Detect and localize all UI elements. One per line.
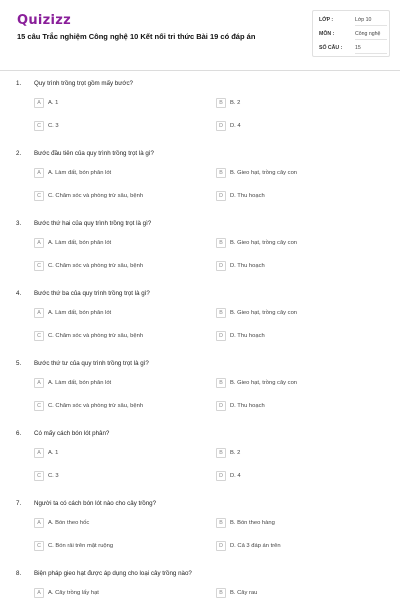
answer-option-c[interactable] [34, 471, 204, 483]
question-text: Biện pháp gieo hạt được áp dụng cho loại cây trồng nào? [34, 570, 192, 577]
option-text: B. Bón theo hàng [230, 519, 275, 526]
option-text: C. Chăm sóc và phòng trừ sâu, bệnh [48, 332, 144, 339]
option-text: B. Gieo hạt, trồng cây con [230, 169, 298, 176]
option-text: C. Chăm sóc và phòng trừ sâu, bệnh [48, 192, 144, 199]
option-text: A. 1 [48, 99, 59, 106]
meta-value-class: Lớp 10 [355, 17, 372, 23]
option-letter-box[interactable]: A [34, 518, 44, 528]
option-letter-box[interactable]: A [34, 448, 44, 458]
option-letter-box[interactable]: A [34, 238, 44, 248]
question-text: Bước đầu tiên của quy trình trồng trọt là gì? [34, 150, 154, 157]
option-letter-box[interactable]: B [216, 588, 226, 598]
option-text: B. Gieo hạt, trồng cây con [230, 379, 298, 386]
option-letter-box[interactable]: C [34, 191, 44, 201]
answer-option-d[interactable] [216, 261, 386, 273]
question-text: Quy trình trồng trọt gồm mấy bước? [34, 80, 133, 87]
option-text: A. Cây trồng lấy hạt [48, 589, 99, 596]
option-letter-box[interactable]: A [34, 588, 44, 598]
option-text: D. 4 [230, 122, 241, 129]
answer-option-b[interactable] [216, 588, 386, 600]
option-letter-box[interactable]: B [216, 518, 226, 528]
question-text: Bước thứ hai của quy trình trồng trọt là gì? [34, 220, 152, 227]
meta-row-class [319, 13, 389, 27]
option-letter-box[interactable]: D [216, 121, 226, 131]
meta-label-subject: MÔN : [319, 31, 335, 37]
meta-value-count: 15 [355, 45, 361, 51]
question-number: 3. [16, 220, 22, 227]
option-text: B. Cây rau [230, 589, 258, 596]
option-letter-box[interactable]: C [34, 261, 44, 271]
answer-option-a[interactable] [34, 378, 204, 390]
question-number: 6. [16, 430, 22, 437]
option-text: A. Làm đất, bón phân lót [48, 169, 112, 176]
option-letter-box[interactable]: B [216, 378, 226, 388]
question-item [0, 150, 400, 220]
question-number: 1. [16, 80, 22, 87]
question-item [0, 430, 400, 500]
answer-option-a[interactable] [34, 168, 204, 180]
option-letter-box[interactable]: B [216, 168, 226, 178]
option-letter-box[interactable]: C [34, 121, 44, 131]
answer-option-b[interactable] [216, 238, 386, 250]
meta-underline [355, 39, 387, 40]
option-letter-box[interactable]: A [34, 378, 44, 388]
meta-label-count: SỐ CÂU : [319, 45, 343, 51]
option-letter-box[interactable]: C [34, 401, 44, 411]
answer-option-b[interactable] [216, 518, 386, 530]
option-text: C. Chăm sóc và phòng trừ sâu, bệnh [48, 402, 144, 409]
question-number: 5. [16, 360, 22, 367]
answer-option-c[interactable] [34, 191, 204, 203]
option-letter-box[interactable]: B [216, 98, 226, 108]
question-item [0, 80, 400, 150]
answer-option-a[interactable] [34, 518, 204, 530]
option-letter-box[interactable]: A [34, 168, 44, 178]
answer-option-c[interactable] [34, 401, 204, 413]
option-letter-box[interactable]: D [216, 331, 226, 341]
option-text: A. Làm đất, bón phân lót [48, 309, 112, 316]
option-text: A. Bón theo hốc [48, 519, 90, 526]
option-text: D. Thu hoạch [230, 192, 265, 199]
answer-option-d[interactable] [216, 331, 386, 343]
option-text: A. Làm đất, bón phân lót [48, 239, 112, 246]
worksheet-header [0, 0, 400, 62]
option-letter-box[interactable]: C [34, 331, 44, 341]
meta-underline [355, 25, 387, 26]
question-number: 7. [16, 500, 22, 507]
option-text: D. Thu hoạch [230, 262, 265, 269]
option-text: C. 3 [48, 472, 59, 479]
worksheet-title: 15 câu Trắc nghiệm Công nghệ 10 Kết nối tri thức Bài 19 có đáp án [17, 32, 256, 41]
option-text: C. Chăm sóc và phòng trừ sâu, bệnh [48, 262, 144, 269]
answer-option-d[interactable] [216, 401, 386, 413]
meta-value-subject: Công nghệ [355, 31, 381, 37]
option-letter-box[interactable]: D [216, 541, 226, 551]
question-text: Bước thứ ba của quy trình trồng trọt là gì? [34, 290, 150, 297]
answer-option-b[interactable] [216, 98, 386, 110]
option-text: D. 4 [230, 472, 241, 479]
option-letter-box[interactable]: B [216, 308, 226, 318]
question-text: Có mấy cách bón lót phân? [34, 430, 110, 437]
option-text: C. Bón rải trên mặt ruộng [48, 542, 114, 549]
question-item [0, 570, 400, 600]
answer-option-d[interactable] [216, 191, 386, 203]
answer-option-b[interactable] [216, 168, 386, 180]
answer-option-d[interactable] [216, 471, 386, 483]
answer-option-a[interactable] [34, 98, 204, 110]
option-letter-box[interactable]: D [216, 261, 226, 271]
meta-label-class: LỚP : [319, 17, 334, 23]
option-letter-box[interactable]: D [216, 191, 226, 201]
answer-option-b[interactable] [216, 448, 386, 460]
option-text: B. Gieo hạt, trồng cây con [230, 309, 298, 316]
question-item [0, 360, 400, 430]
question-item [0, 220, 400, 290]
option-letter-box[interactable]: A [34, 308, 44, 318]
header-divider [0, 70, 400, 71]
option-letter-box[interactable]: B [216, 448, 226, 458]
option-text: D. Cả 3 đáp án trên [230, 542, 281, 549]
question-number: 8. [16, 570, 22, 577]
question-item [0, 290, 400, 360]
question-text: Bước thứ tư của quy trình trồng trọt là gì? [34, 360, 149, 367]
option-letter-box[interactable]: D [216, 471, 226, 481]
answer-option-a[interactable] [34, 308, 204, 320]
meta-row-count [319, 41, 389, 55]
option-text: B. 2 [230, 449, 241, 456]
answer-option-b[interactable] [216, 308, 386, 320]
answer-option-b[interactable] [216, 378, 386, 390]
answer-option-d[interactable] [216, 541, 386, 553]
option-letter-box[interactable]: B [216, 238, 226, 248]
answer-option-a[interactable] [34, 588, 204, 600]
answer-option-c[interactable] [34, 121, 204, 133]
option-text: B. 2 [230, 99, 241, 106]
answer-option-c[interactable] [34, 331, 204, 343]
answer-option-d[interactable] [216, 121, 386, 133]
question-number: 4. [16, 290, 22, 297]
option-text: A. Làm đất, bón phân lót [48, 379, 112, 386]
worksheet-meta-box [312, 10, 390, 57]
question-text: Người ta có cách bón lót nào cho cây trồng? [34, 500, 157, 507]
option-letter-box[interactable]: C [34, 541, 44, 551]
option-text: A. 1 [48, 449, 59, 456]
question-item [0, 500, 400, 570]
meta-row-subject [319, 27, 389, 41]
answer-option-a[interactable] [34, 448, 204, 460]
option-text: D. Thu hoạch [230, 402, 265, 409]
option-text: C. 3 [48, 122, 59, 129]
option-letter-box[interactable]: C [34, 471, 44, 481]
option-text: D. Thu hoạch [230, 332, 265, 339]
meta-underline [355, 53, 387, 54]
question-number: 2. [16, 150, 22, 157]
answer-option-a[interactable] [34, 238, 204, 250]
option-text: B. Gieo hạt, trồng cây con [230, 239, 298, 246]
option-letter-box[interactable]: A [34, 98, 44, 108]
answer-option-c[interactable] [34, 261, 204, 273]
option-letter-box[interactable]: D [216, 401, 226, 411]
quizizz-logo: Quizizz [17, 13, 72, 28]
answer-option-c[interactable] [34, 541, 204, 553]
